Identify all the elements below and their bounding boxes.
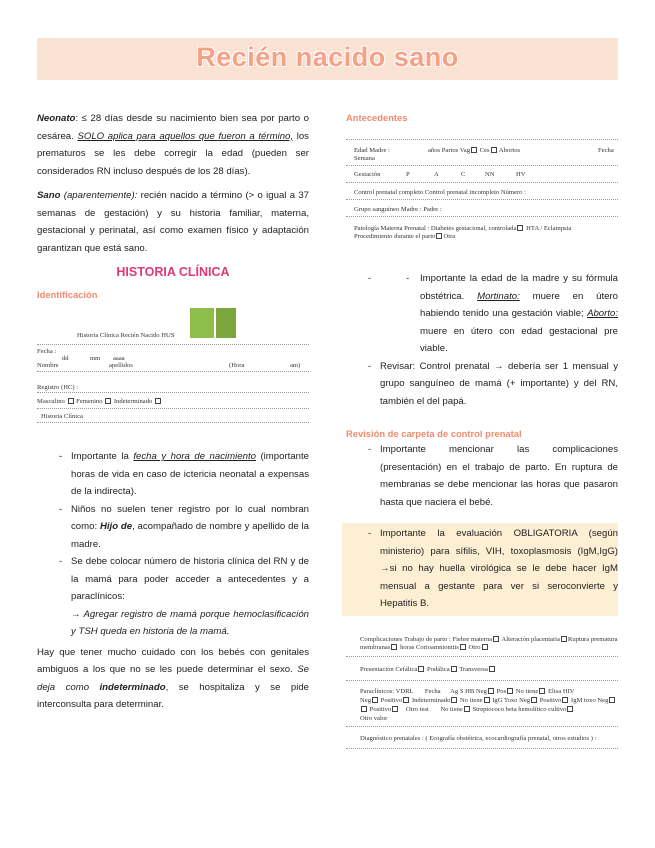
historia-clinica-title: HISTORIA CLÍNICA (116, 265, 230, 279)
neonato-label: Neonato (37, 113, 76, 124)
right-column (346, 110, 618, 766)
neonato-underline: SOLO aplica para aquellos que fueron a término, (77, 130, 294, 142)
list-item: - Niños no suelen tener registro por lo cual nombran como: Hijo de, acompañado de nombre y apellido de la madre. (37, 501, 309, 554)
list-item: - - Importante la edad de la madre y su fórmula obstétrica. Mortinato: muere en útero habiendo tenido una gestación viable; Aborto: muere en útero con edad gestacional pre viable. (346, 270, 618, 358)
sano-label: Sano (37, 190, 61, 201)
form-header: Historia Clínica Recién Nacido HUS (77, 332, 175, 339)
antecedentes-bullets (346, 270, 618, 410)
list-item: - Se debe colocar número de historia clínica del RN y de la mamá para poder acceder a antecedentes y a paraclínicos: (37, 553, 309, 606)
neonato-paragraph: Neonato: ≤ 28 días desde su nacimiento bien sea por parto o cesárea. SOLO aplica para aquellos que fueron a término, los prematuros se les debe corregir la edad (pueden ser considerados RN incluso después de los 28 días). (37, 113, 309, 177)
antecedentes-form-image: Edad Madre : años Partos Vag Ces Abortos Fecha Semana Gestación P A C NN HV Control prenatal completo Control prenatal incompleto Número : Grupo sanguíneo Madre : Padre : Patología Materna Prenatal : Diabetes gestacional, controlada HTA / Eclampsia Procedimiento durante el parto Otra (346, 139, 618, 259)
revision-bullets (346, 441, 618, 511)
antecedentes-title: Antecedentes (346, 112, 408, 123)
list-item: - Importante mencionar las complicaciones (presentación) en el trabajo de parto. En ruptura de membranas se debe mencionar las horas que pasaron hasta que naciera el bebé. (346, 441, 618, 511)
identification-bullets (37, 448, 309, 606)
list-item: - Importante la fecha y hora de nacimiento (importante horas de vida en caso de ictericia neonatal a expensas de la indirecta). (37, 448, 309, 501)
carpeta-form-image: Complicaciones Trabajo de parto : Fiebre materna Alteración placentaria Ruptura prematura membranas horas Corioamnionitis Otro Presentación Cefálica Podálica Transversa Paraclínicos: VDRL Fecha Ag S HB Neg Pos No tiene Elisa HIV Neg Positivo Indeterminado No tiene IgG Toxo Neg Positivo IgM toxo Neg Positivo Otro test No tiene Streptococo beta hemolítico cultivo Otro valor Diagnóstico prenatales : ( Ecografía obstétrica, ecocardiografía prenatal, otros estudios ) : (346, 636, 618, 766)
identificacion-title: Identificación (37, 289, 98, 300)
left-column (37, 110, 309, 714)
genitales-paragraph: Hay que tener mucho cuidado con los bebés con genitales ambiguos a los que no se les puede determinar el sexo. Se deja como indeterminado, se hospitaliza y se pide interconsulta para determinar. (37, 646, 309, 710)
title-banner (37, 38, 618, 80)
list-item: - Revisar: Control prenatal → debería ser 1 mensual y grupo sanguíneo de mamá (+ importante) y del RN, también el del papá. (346, 358, 618, 411)
list-item: - Importante la evaluación OBLIGATORIA (según ministerio) para sífilis, VIH, toxoplasmosis (IgM,IgG) →si no hay huella virológica se le debe hacer IgM mensual a gestante para ver si seroconvierte y Hepatitis B. (346, 525, 618, 613)
page-title: Recién nacido sano (196, 42, 459, 72)
highlight-box (342, 523, 618, 616)
sano-paragraph: Sano (aparentemente): recién nacido a término (> o igual a 37 semanas de gestación) y su historia familiar, materna, gestacional y perinatal, así como examen físico y adaptación garantizan que está sano. (37, 190, 309, 254)
revision-title: Revisión de carpeta de control prenatal (346, 428, 522, 439)
identification-form-image: Historia Clínica Recién Nacido HUS Fecha : dd mm aaaa Nombre apellidos (Hora am) Registro (HC) : Masculino Femenino Indeterminado Historia Clínica (37, 308, 309, 428)
hospital-logo (190, 308, 240, 338)
sex-options: Masculino Femenino Indeterminado (37, 398, 162, 406)
arrow-note: → Agregar registro de mamá porque hemoclasificación y TSH queda en historia de la mamá. (71, 608, 309, 637)
